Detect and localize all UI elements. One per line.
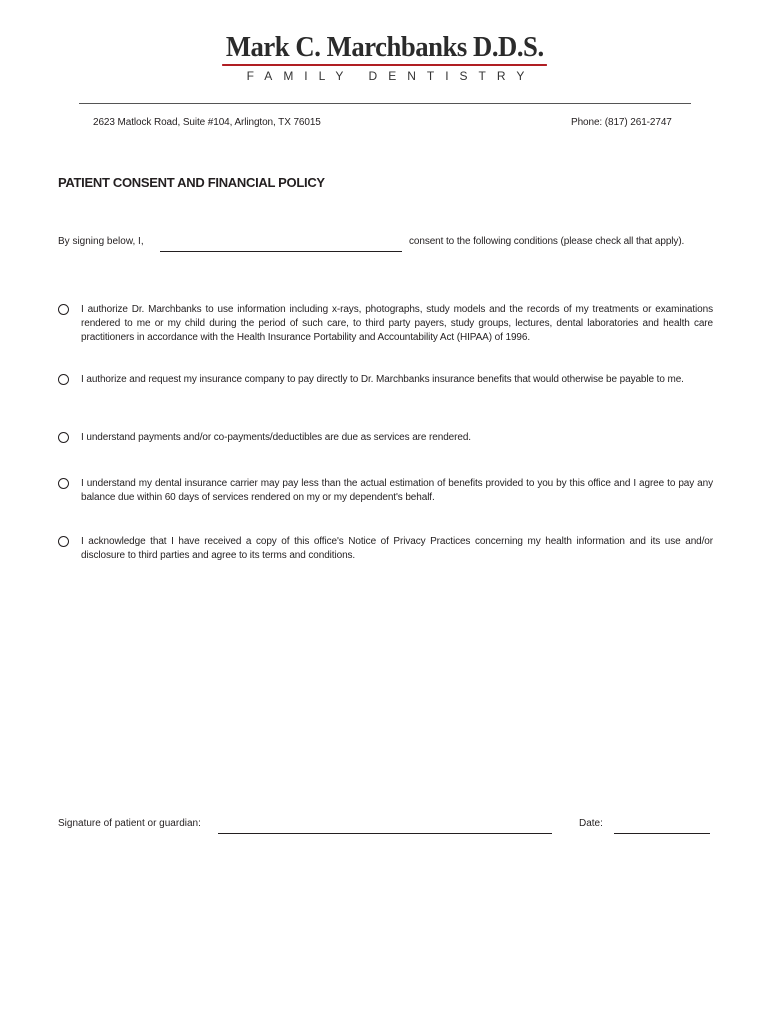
practice-phone: Phone: (817) 261-2747 xyxy=(571,117,672,128)
consent-item-insurance-payment xyxy=(58,373,713,387)
patient-name-field[interactable] xyxy=(160,251,402,252)
practice-address: 2623 Matlock Road, Suite #104, Arlington, TX 76015 xyxy=(93,117,321,128)
intro-suffix: consent to the following conditions (please check all that apply). xyxy=(409,236,685,247)
consent-item-balance-due xyxy=(58,477,713,505)
signature-label: Signature of patient or guardian: xyxy=(58,818,201,829)
consent-radio-insurance-payment[interactable] xyxy=(58,374,69,385)
consent-radio-payments-due[interactable] xyxy=(58,432,69,443)
consent-text-insurance-payment: I authorize and request my insurance company to pay directly to Dr. Marchbanks insurance benefits that would otherwise be payable to me. xyxy=(81,374,684,385)
consent-text-privacy-notice: I acknowledge that I have received a copy of this office's Notice of Privacy Practices concerning my health information and its use and/or disclosure to third parties and agree to its terms and conditions. xyxy=(81,536,713,561)
form-title: PATIENT CONSENT AND FINANCIAL POLICY xyxy=(58,175,325,190)
logo-subtitle: FAMILY DENTISTRY xyxy=(246,69,536,83)
consent-text-balance-due: I understand my dental insurance carrier may pay less than the actual estimation of benefits provided to you by this office and I agree to pay any balance due within 60 days of services rendered on my or my dependent's behalf. xyxy=(81,478,713,503)
consent-radio-hipaa[interactable] xyxy=(58,304,69,315)
consent-radio-balance-due[interactable] xyxy=(58,478,69,489)
intro-prefix: By signing below, I, xyxy=(58,236,144,247)
header-divider xyxy=(79,103,691,104)
consent-text-hipaa: I authorize Dr. Marchbanks to use information including x-rays, photographs, study models and the records of my treatments or examinations rendered to me or my child during the period of such care, to third party payers, study groups, lectures, dental laboratories and health care practitioners in accordance with the Health Insurance Portability and Accountability Act (HIPAA) of 1996. xyxy=(81,304,713,343)
practice-logo xyxy=(0,30,770,83)
logo-name: Mark C. Marchbanks D.D.S. xyxy=(222,30,547,66)
signature-field[interactable] xyxy=(218,833,552,834)
date-field[interactable] xyxy=(614,833,710,834)
date-label: Date: xyxy=(579,818,603,829)
consent-radio-privacy-notice[interactable] xyxy=(58,536,69,547)
consent-item-privacy-notice xyxy=(58,535,713,563)
consent-item-hipaa xyxy=(58,303,713,345)
consent-text-payments-due: I understand payments and/or co-payments/deductibles are due as services are rendered. xyxy=(81,432,471,443)
consent-item-payments-due xyxy=(58,431,713,445)
